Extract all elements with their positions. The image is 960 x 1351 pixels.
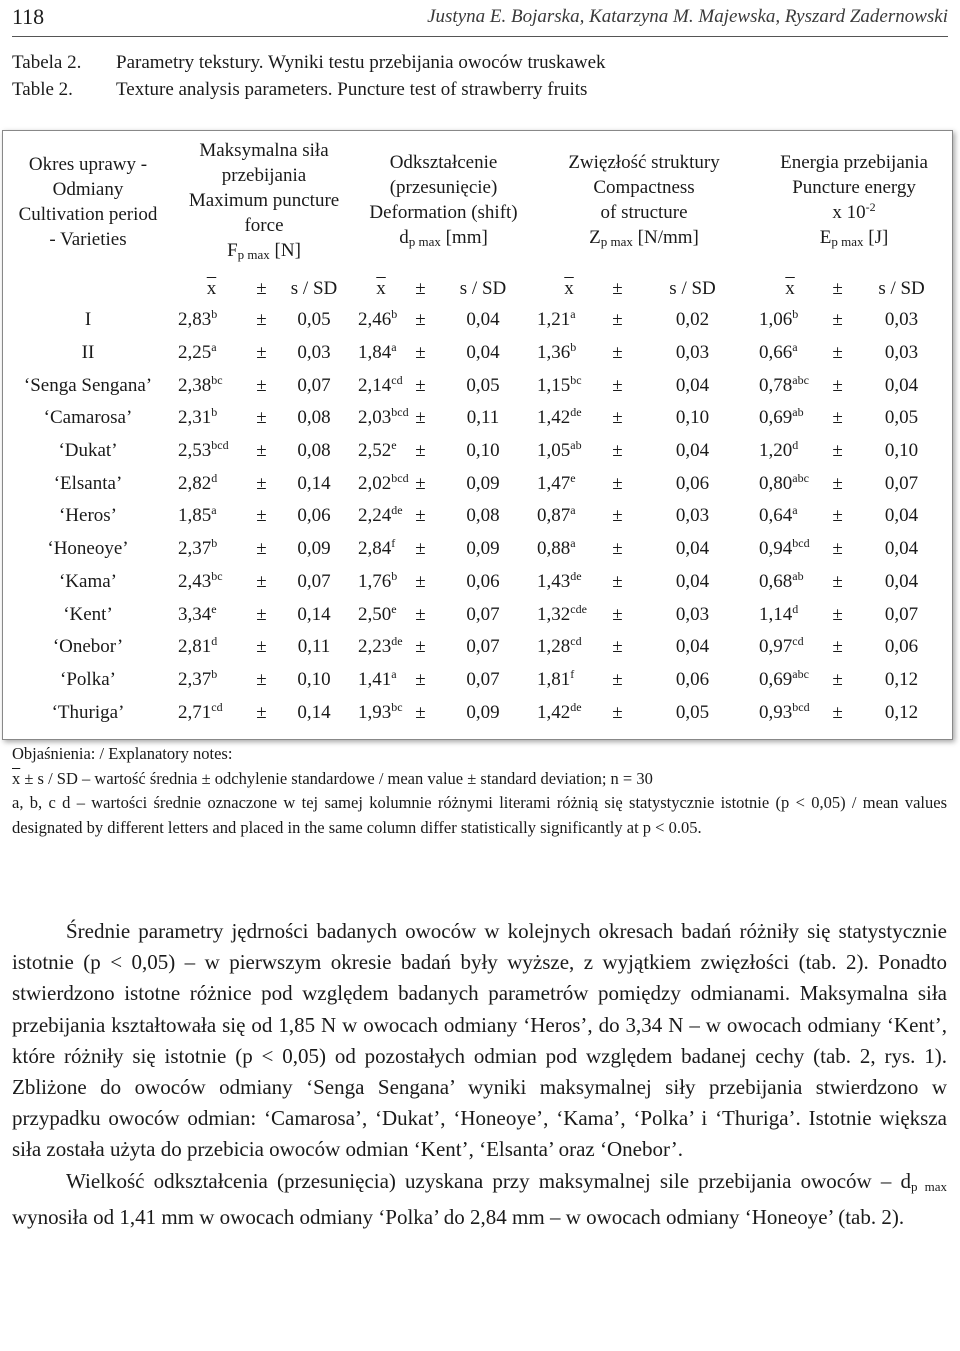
plus-minus-cell: ± xyxy=(256,309,267,331)
sd-cell: 0,06 xyxy=(884,636,919,658)
table-subheader-row: $\overline{x}$ ± s / SD $\overline{x}$ ± s / SD $\overline{x}$ ± s / SD $\overline{x}$ ± s / SD xyxy=(206,278,925,299)
table-row xyxy=(2,598,953,631)
sd-cell: 0,03 xyxy=(884,309,919,331)
mean-cell: 2,43$^{bc}$ xyxy=(178,568,223,592)
texture-table xyxy=(2,130,953,729)
sd-cell: 0,05 xyxy=(884,407,919,429)
sd-cell: 0,14 xyxy=(297,701,331,723)
plus-minus-cell: ± xyxy=(612,342,623,364)
body-text xyxy=(12,916,947,1233)
sd-cell: 0,02 xyxy=(675,309,710,331)
sd-cell: 0,09 xyxy=(297,538,331,560)
table-row xyxy=(2,533,953,566)
table-row xyxy=(2,467,953,500)
mean-cell: 2,82$^d$ xyxy=(178,470,218,494)
header-variety: Okres uprawy - Odmiany Cultivation period - Varieties xyxy=(18,154,158,250)
plus-minus-cell: ± xyxy=(256,440,267,462)
mean-cell: 2,37$^b$ xyxy=(178,536,218,560)
mean-cell: 1,20$^d$ xyxy=(759,438,799,462)
sd-cell: 0,04 xyxy=(675,570,710,592)
variety-cell: I xyxy=(84,309,92,331)
plus-minus-cell: ± xyxy=(415,374,426,396)
mean-cell: 2,14$^{cd}$ xyxy=(358,372,403,396)
page-number: 118 xyxy=(12,4,45,29)
table-row xyxy=(2,696,953,729)
sd-cell: 0,07 xyxy=(466,636,500,658)
mean-cell: 2,81$^d$ xyxy=(178,634,218,658)
variety-cell: ‘Polka’ xyxy=(60,668,116,690)
sd-cell: 0,14 xyxy=(297,472,331,494)
plus-minus-cell: ± xyxy=(256,505,267,527)
plus-minus-cell: ± xyxy=(612,374,623,396)
mean-cell: 0,94$^{bcd}$ xyxy=(759,536,810,560)
header-compactness: Zwięzłość struktury Compactness of structure Zp max [N/mm] xyxy=(568,152,720,249)
sd-cell: 0,06 xyxy=(466,570,500,592)
plus-minus-cell: ± xyxy=(612,309,623,331)
table-row xyxy=(2,500,953,533)
header-force: Maksymalna siła przebijania Maximum puncture force Fp max [N] xyxy=(188,139,340,262)
plus-minus-cell: ± xyxy=(612,472,623,494)
plus-minus-cell: ± xyxy=(256,603,267,625)
sd-cell: 0,09 xyxy=(466,538,500,560)
plus-minus-cell: ± xyxy=(415,309,426,331)
plus-minus-cell: ± xyxy=(415,342,426,364)
plus-minus-cell: ± xyxy=(612,603,623,625)
header-energy: Energia przebijania Puncture energy x $10^{-2}$ Ep max [J] xyxy=(780,152,928,249)
sd-cell: 0,06 xyxy=(675,472,710,494)
sd-cell: 0,11 xyxy=(466,407,500,429)
mean-cell: 0,88$^a$ xyxy=(537,536,576,560)
table-row xyxy=(2,566,953,599)
sd-cell: 0,12 xyxy=(884,668,919,690)
sd-cell: 0,04 xyxy=(884,374,919,396)
table-caption-pl xyxy=(12,52,606,74)
mean-cell: 1,93$^{bc}$ xyxy=(358,699,403,723)
mean-cell: 1,85$^a$ xyxy=(178,503,217,527)
sd-cell: 0,08 xyxy=(297,440,331,462)
variety-cell: ‘Thuriga’ xyxy=(51,701,125,723)
sd-cell: 0,06 xyxy=(297,505,331,527)
caption-title-pl: Parametry tekstury. Wyniki testu przebijania owoców truskawek xyxy=(116,52,606,73)
plus-minus-cell: ± xyxy=(832,636,843,658)
variety-cell: II xyxy=(81,342,95,364)
mean-cell: 1,32$^{cde}$ xyxy=(537,601,587,625)
mean-cell: 0,69$^{abc}$ xyxy=(759,666,809,690)
variety-cell: ‘Onebor’ xyxy=(52,636,124,658)
plus-minus-cell: ± xyxy=(256,668,267,690)
sd-cell: 0,04 xyxy=(675,374,710,396)
sd-cell: 0,03 xyxy=(675,342,710,364)
mean-cell: 0,66$^a$ xyxy=(759,340,798,364)
mean-cell: 2,50e xyxy=(358,601,397,625)
mean-cell: 1,28$^{cd}$ xyxy=(537,634,582,658)
plus-minus-cell: ± xyxy=(612,440,623,462)
mean-cell: 1,05$^{ab}$ xyxy=(537,438,582,462)
variety-cell: ‘Heros’ xyxy=(58,505,118,527)
mean-cell: 2,38$^{bc}$ xyxy=(178,372,223,396)
mean-cell: 1,15$^{bc}$ xyxy=(537,372,582,396)
table-row xyxy=(2,664,953,697)
plus-minus-cell: ± xyxy=(832,603,843,625)
mean-cell: 2,46$^b$ xyxy=(358,307,398,331)
plus-minus-cell: ± xyxy=(256,636,267,658)
sd-cell: 0,05 xyxy=(466,374,500,396)
sd-cell: 0,06 xyxy=(675,668,710,690)
sd-cell: 0,09 xyxy=(466,701,500,723)
plus-minus-cell: ± xyxy=(612,636,623,658)
mean-cell: 0,78$^{abc}$ xyxy=(759,372,809,396)
plus-minus-cell: ± xyxy=(415,407,426,429)
plus-minus-cell: ± xyxy=(256,570,267,592)
table-row xyxy=(2,337,953,370)
sd-cell: 0,04 xyxy=(675,636,710,658)
sd-cell: 0,10 xyxy=(466,440,500,462)
mean-cell: 2,25$^a$ xyxy=(178,340,217,364)
body-paragraph-1: Średnie parametry jędrności badanych owoców w kolejnych okresach badań różniły się statystycznie istotnie (p < 0,05) – w pierwszym okresie badań były wyższe, z wyjątkiem zwięzłości (tab. 2). Ponadto stwierdzono istotne różnice pod względem badanych parametrów pomiędzy odmianami. Maksymalna siła przebijania kształtowała się od 1,85 N w owocach odmiany ‘Heros’, do 3,34 N – w owocach odmiany ‘Kent’, które różniły się istotnie (p < 0,05) od pozostałych odmian pod względem badanej cechy (tab. 2, rys. 1). Zbliżone do owoców odmiany ‘Senga Sengana’ wyniki maksymalnej siły przebijania stwierdzono w przypadku owoców odmian: ‘Camarosa’, ‘Dukat’, ‘Honeoye’, ‘Kama’, ‘Polka’ i ‘Thuriga’. Istotnie większa siła została użyta do przebicia owoców odmian ‘Kent’, ‘Elsanta’ oraz ‘Onebor’. xyxy=(12,919,947,1162)
sd-cell: 0,04 xyxy=(466,342,500,364)
mean-cell: 1,06$^b$ xyxy=(759,307,799,331)
table-row xyxy=(2,435,953,468)
plus-minus-cell: ± xyxy=(832,505,843,527)
plus-minus-cell: ± xyxy=(256,374,267,396)
plus-minus-cell: ± xyxy=(415,570,426,592)
mean-cell: 2,52e xyxy=(358,438,397,462)
mean-cell: 1,81$^f$ xyxy=(537,666,575,690)
sd-cell: 0,14 xyxy=(297,603,331,625)
table-body xyxy=(2,304,953,729)
sd-cell: 0,07 xyxy=(466,603,500,625)
mean-cell: 2,23de xyxy=(358,634,403,658)
plus-minus-cell: ± xyxy=(256,407,267,429)
sd-cell: 0,04 xyxy=(884,538,919,560)
sd-cell: 0,04 xyxy=(884,505,919,527)
mean-cell: 2,02$^{bcd}$ xyxy=(358,470,409,494)
plus-minus-cell: ± xyxy=(256,342,267,364)
sd-cell: 0,07 xyxy=(884,603,919,625)
plus-minus-cell: ± xyxy=(256,701,267,723)
plus-minus-cell: ± xyxy=(832,440,843,462)
mean-cell: 2,84$^f$ xyxy=(358,536,396,560)
sd-cell: 0,04 xyxy=(675,538,710,560)
plus-minus-cell: ± xyxy=(612,570,623,592)
mean-cell: 2,03$^{bcd}$ xyxy=(358,405,409,429)
plus-minus-cell: ± xyxy=(612,407,623,429)
sd-cell: 0,03 xyxy=(884,342,919,364)
sd-cell: 0,07 xyxy=(884,472,919,494)
variety-cell: ‘Senga Sengana’ xyxy=(23,374,153,396)
plus-minus-cell: ± xyxy=(832,342,843,364)
mean-cell: 1,84$^a$ xyxy=(358,340,397,364)
sd-cell: 0,03 xyxy=(297,342,331,364)
sd-cell: 0,05 xyxy=(297,309,331,331)
table-header-row xyxy=(2,130,953,274)
mean-cell: 1,36$^b$ xyxy=(537,340,577,364)
plus-minus-cell: ± xyxy=(415,603,426,625)
caption-label-en: Table 2. xyxy=(12,79,73,100)
table-row xyxy=(2,402,953,435)
plus-minus-cell: ± xyxy=(832,538,843,560)
variety-cell: ‘Kama’ xyxy=(58,570,118,592)
sd-cell: 0,07 xyxy=(297,374,331,396)
plus-minus-cell: ± xyxy=(415,668,426,690)
mean-cell: 0,87$^a$ xyxy=(537,503,576,527)
sd-cell: 0,04 xyxy=(466,309,500,331)
mean-cell: 3,34e xyxy=(178,601,217,625)
table-row xyxy=(2,369,953,402)
mean-cell: 0,93$^{bcd}$ xyxy=(759,699,810,723)
sd-cell: 0,10 xyxy=(884,440,919,462)
variety-cell: ‘Camarosa’ xyxy=(43,407,133,429)
plus-minus-cell: ± xyxy=(832,668,843,690)
header-rule xyxy=(12,36,948,37)
caption-title-en: Texture analysis parameters. Puncture test of strawberry fruits xyxy=(116,79,588,100)
plus-minus-cell: ± xyxy=(832,309,843,331)
variety-cell: ‘Elsanta’ xyxy=(53,472,123,494)
sd-cell: 0,03 xyxy=(675,603,710,625)
caption-label-pl: Tabela 2. xyxy=(12,52,82,73)
plus-minus-cell: ± xyxy=(832,701,843,723)
plus-minus-cell: ± xyxy=(256,538,267,560)
body-paragraph-2: Wielkość odkształcenia (przesunięcia) uzyskana przy maksymalnej sile przebijania owoców – dp max wynosiła od 1,41 mm w owocach odmiany ‘Polka’ do 2,84 mm – w owocach odmiany ‘Honeoye’ (tab. 2). xyxy=(12,1168,947,1229)
plus-minus-cell: ± xyxy=(415,636,426,658)
explanatory-notes xyxy=(12,742,947,840)
plus-minus-cell: ± xyxy=(832,570,843,592)
notes-line-mean: $\overline{x} \pm s$ / SD – wartość średnia ± odchylenie standardowe / mean value ± standard deviation; n = 30 xyxy=(12,768,653,788)
mean-cell: 2,24de xyxy=(358,503,403,527)
plus-minus-cell: ± xyxy=(832,407,843,429)
sd-cell: 0,08 xyxy=(466,505,500,527)
plus-minus-cell: ± xyxy=(256,472,267,494)
plus-minus-cell: ± xyxy=(415,440,426,462)
page-header xyxy=(12,4,948,34)
mean-cell: 1,42de xyxy=(537,699,582,723)
mean-cell: 2,53$^{bcd}$ xyxy=(178,438,229,462)
mean-cell: 1,41$^a$ xyxy=(358,666,397,690)
mean-cell: 0,69$^{ab}$ xyxy=(759,405,804,429)
sd-cell: 0,09 xyxy=(466,472,500,494)
plus-minus-cell: ± xyxy=(415,505,426,527)
mean-cell: 1,43de xyxy=(537,568,582,592)
notes-title: Objaśnienia: / Explanatory notes: xyxy=(12,744,233,763)
mean-cell: 2,71$^{cd}$ xyxy=(178,699,223,723)
sd-cell: 0,08 xyxy=(297,407,331,429)
mean-cell: 0,68$^{ab}$ xyxy=(759,568,804,592)
table-caption-en xyxy=(12,79,587,101)
sd-cell: 0,07 xyxy=(297,570,331,592)
variety-cell: ‘Kent’ xyxy=(63,603,113,625)
variety-cell: ‘Dukat’ xyxy=(58,440,118,462)
mean-cell: 0,97$^{cd}$ xyxy=(759,634,804,658)
sd-cell: 0,07 xyxy=(466,668,500,690)
plus-minus-cell: ± xyxy=(832,374,843,396)
mean-cell: 1,42de xyxy=(537,405,582,429)
mean-cell: 1,76$^b$ xyxy=(358,568,398,592)
plus-minus-cell: ± xyxy=(415,472,426,494)
mean-cell: 0,80$^{abc}$ xyxy=(759,470,809,494)
plus-minus-cell: ± xyxy=(612,505,623,527)
table-row xyxy=(2,304,953,337)
sd-cell: 0,12 xyxy=(884,701,919,723)
notes-line-letters: a, b, c d – wartości średnie oznaczone w tej samej kolumnie różnymi literami różnią się statystycznie istotnie (p < 0,05) / mean values designated by different letters and placed in the same column differ statistically significantly at p < 0.05. xyxy=(12,793,947,837)
mean-cell: 1,14$^d$ xyxy=(759,601,799,625)
plus-minus-cell: ± xyxy=(612,538,623,560)
sd-cell: 0,04 xyxy=(884,570,919,592)
mean-cell: 2,37$^b$ xyxy=(178,666,218,690)
mean-cell: 1,47e xyxy=(537,470,576,494)
plus-minus-cell: ± xyxy=(612,668,623,690)
sd-cell: 0,05 xyxy=(675,701,710,723)
mean-cell: 2,31$^b$ xyxy=(178,405,218,429)
header-deformation: Odkształcenie (przesunięcie) Deformation (shift) dp max [mm] xyxy=(369,152,518,249)
sd-cell: 0,03 xyxy=(675,505,710,527)
mean-cell: 1,21$^a$ xyxy=(537,307,576,331)
sd-cell: 0,10 xyxy=(675,407,710,429)
sd-cell: 0,11 xyxy=(297,636,331,658)
table-row xyxy=(2,631,953,664)
variety-cell: ‘Honeoye’ xyxy=(47,538,129,560)
plus-minus-cell: ± xyxy=(415,538,426,560)
plus-minus-cell: ± xyxy=(832,472,843,494)
mean-cell: 2,83$^b$ xyxy=(178,307,218,331)
mean-cell: 0,64$^a$ xyxy=(759,503,798,527)
sd-cell: 0,04 xyxy=(675,440,710,462)
plus-minus-cell: ± xyxy=(612,701,623,723)
plus-minus-cell: ± xyxy=(415,701,426,723)
sd-cell: 0,10 xyxy=(297,668,331,690)
running-authors: Justyna E. Bojarska, Katarzyna M. Majewska, Ryszard Zadernowski xyxy=(427,6,948,27)
